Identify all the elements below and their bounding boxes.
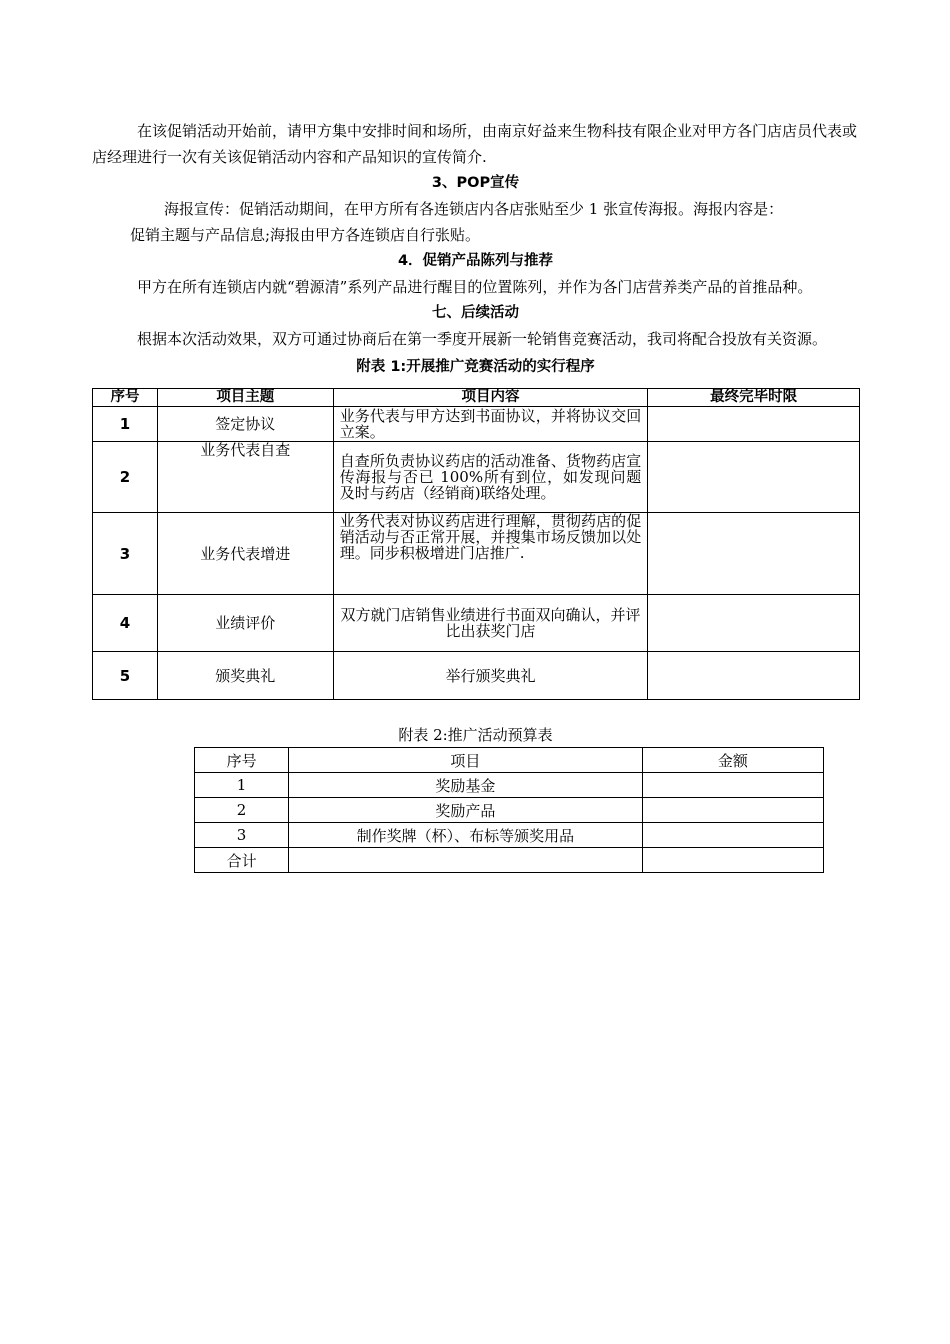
budget-table (194, 747, 824, 873)
cell-topic: 业绩评价 (157, 595, 333, 652)
cell-num: 1 (195, 773, 289, 798)
cell-amount (642, 848, 823, 873)
heading-pop: 3、POP宣传 (431, 175, 520, 191)
cell-num: 4 (93, 595, 158, 652)
procedure-table (92, 388, 860, 700)
cell-topic: 颁奖典礼 (157, 652, 333, 700)
cell-deadline (648, 442, 860, 513)
cell-num: 2 (195, 798, 289, 823)
cell-topic: 业务代表自查 (157, 442, 333, 513)
cell-num: 1 (93, 407, 158, 442)
cell-item (289, 848, 643, 873)
cell-topic: 签定协议 (157, 407, 333, 442)
heading-follow-up: 七、后续活动 (432, 305, 519, 321)
header-num: 序号 (195, 748, 289, 773)
cell-deadline (648, 595, 860, 652)
table-row-total (195, 848, 824, 873)
cell-topic: 业务代表增进 (157, 513, 333, 595)
header-topic: 项目主题 (157, 389, 333, 407)
cell-amount (642, 823, 823, 848)
table-row (195, 798, 824, 823)
header-deadline: 最终完毕时限 (648, 389, 860, 407)
header-content: 项目内容 (333, 389, 648, 407)
cell-num: 5 (93, 652, 158, 700)
cell-content: 业务代表对协议药店进行理解，贯彻药店的促销活动与否正常开展，并搜集市场反馈加以处理。同步积极增进门店推广. (333, 513, 648, 595)
paragraph-follow-up: 根据本次活动效果，双方可通过协商后在第一季度开展新一轮销售竞赛活动，我司将配合投放有关资源。 (137, 330, 828, 348)
table-header-row (195, 748, 824, 773)
table-row (93, 652, 860, 700)
cell-amount (642, 798, 823, 823)
cell-num: 3 (195, 823, 289, 848)
table-row (93, 595, 860, 652)
cell-deadline (648, 652, 860, 700)
table2-caption: 附表 2:推广活动预算表 (398, 726, 553, 744)
table-row (93, 407, 860, 442)
table-header-row (93, 389, 860, 407)
cell-deadline (648, 513, 860, 595)
header-amount: 金额 (642, 748, 823, 773)
paragraph-training: 在该促销活动开始前，请甲方集中安排时间和场所，由南京好益来生物科技有限企业对甲方各门店店员代表或店经理进行一次有关该促销活动内容和产品知识的宣传简介. (92, 122, 858, 166)
cell-content: 业务代表与甲方达到书面协议，并将协议交回立案。 (333, 407, 648, 442)
cell-item: 奖励基金 (289, 773, 643, 798)
cell-amount (642, 773, 823, 798)
heading-display: 4．促销产品陈列与推荐 (397, 253, 554, 269)
paragraph-display: 甲方在所有连锁店内就“碧源清”系列产品进行醒目的位置陈列，并作为各门店营养类产品的首推品种。 (137, 278, 813, 296)
cell-num: 2 (93, 442, 158, 513)
table-row (93, 513, 860, 595)
document-page (92, 118, 859, 873)
table-row (195, 823, 824, 848)
cell-deadline (648, 407, 860, 442)
cell-content: 自查所负责协议药店的活动准备、货物药店宣传海报与否已 100%所有到位，如发现问题及时与药店（经销商)联络处理。 (333, 442, 648, 513)
cell-item: 奖励产品 (289, 798, 643, 823)
header-item: 项目 (289, 748, 643, 773)
paragraph-pop-line2: 促销主题与产品信息;海报由甲方各连锁店自行张贴。 (130, 226, 481, 244)
table1-caption: 附表 1:开展推广竞赛活动的实行程序 (356, 359, 595, 375)
cell-content: 双方就门店销售业绩进行书面双向确认，并评比出获奖门店 (333, 595, 648, 652)
header-num: 序号 (93, 389, 158, 407)
table-row (195, 773, 824, 798)
cell-content: 举行颁奖典礼 (333, 652, 648, 700)
paragraph-pop-line1: 海报宣传：促销活动期间，在甲方所有各连锁店内各店张贴至少 1 张宣传海报。海报内容是： (164, 200, 784, 218)
table-row (93, 442, 860, 513)
cell-num: 3 (93, 513, 158, 595)
cell-item: 制作奖牌（杯）、布标等颁奖用品 (289, 823, 643, 848)
cell-num: 合计 (195, 848, 289, 873)
